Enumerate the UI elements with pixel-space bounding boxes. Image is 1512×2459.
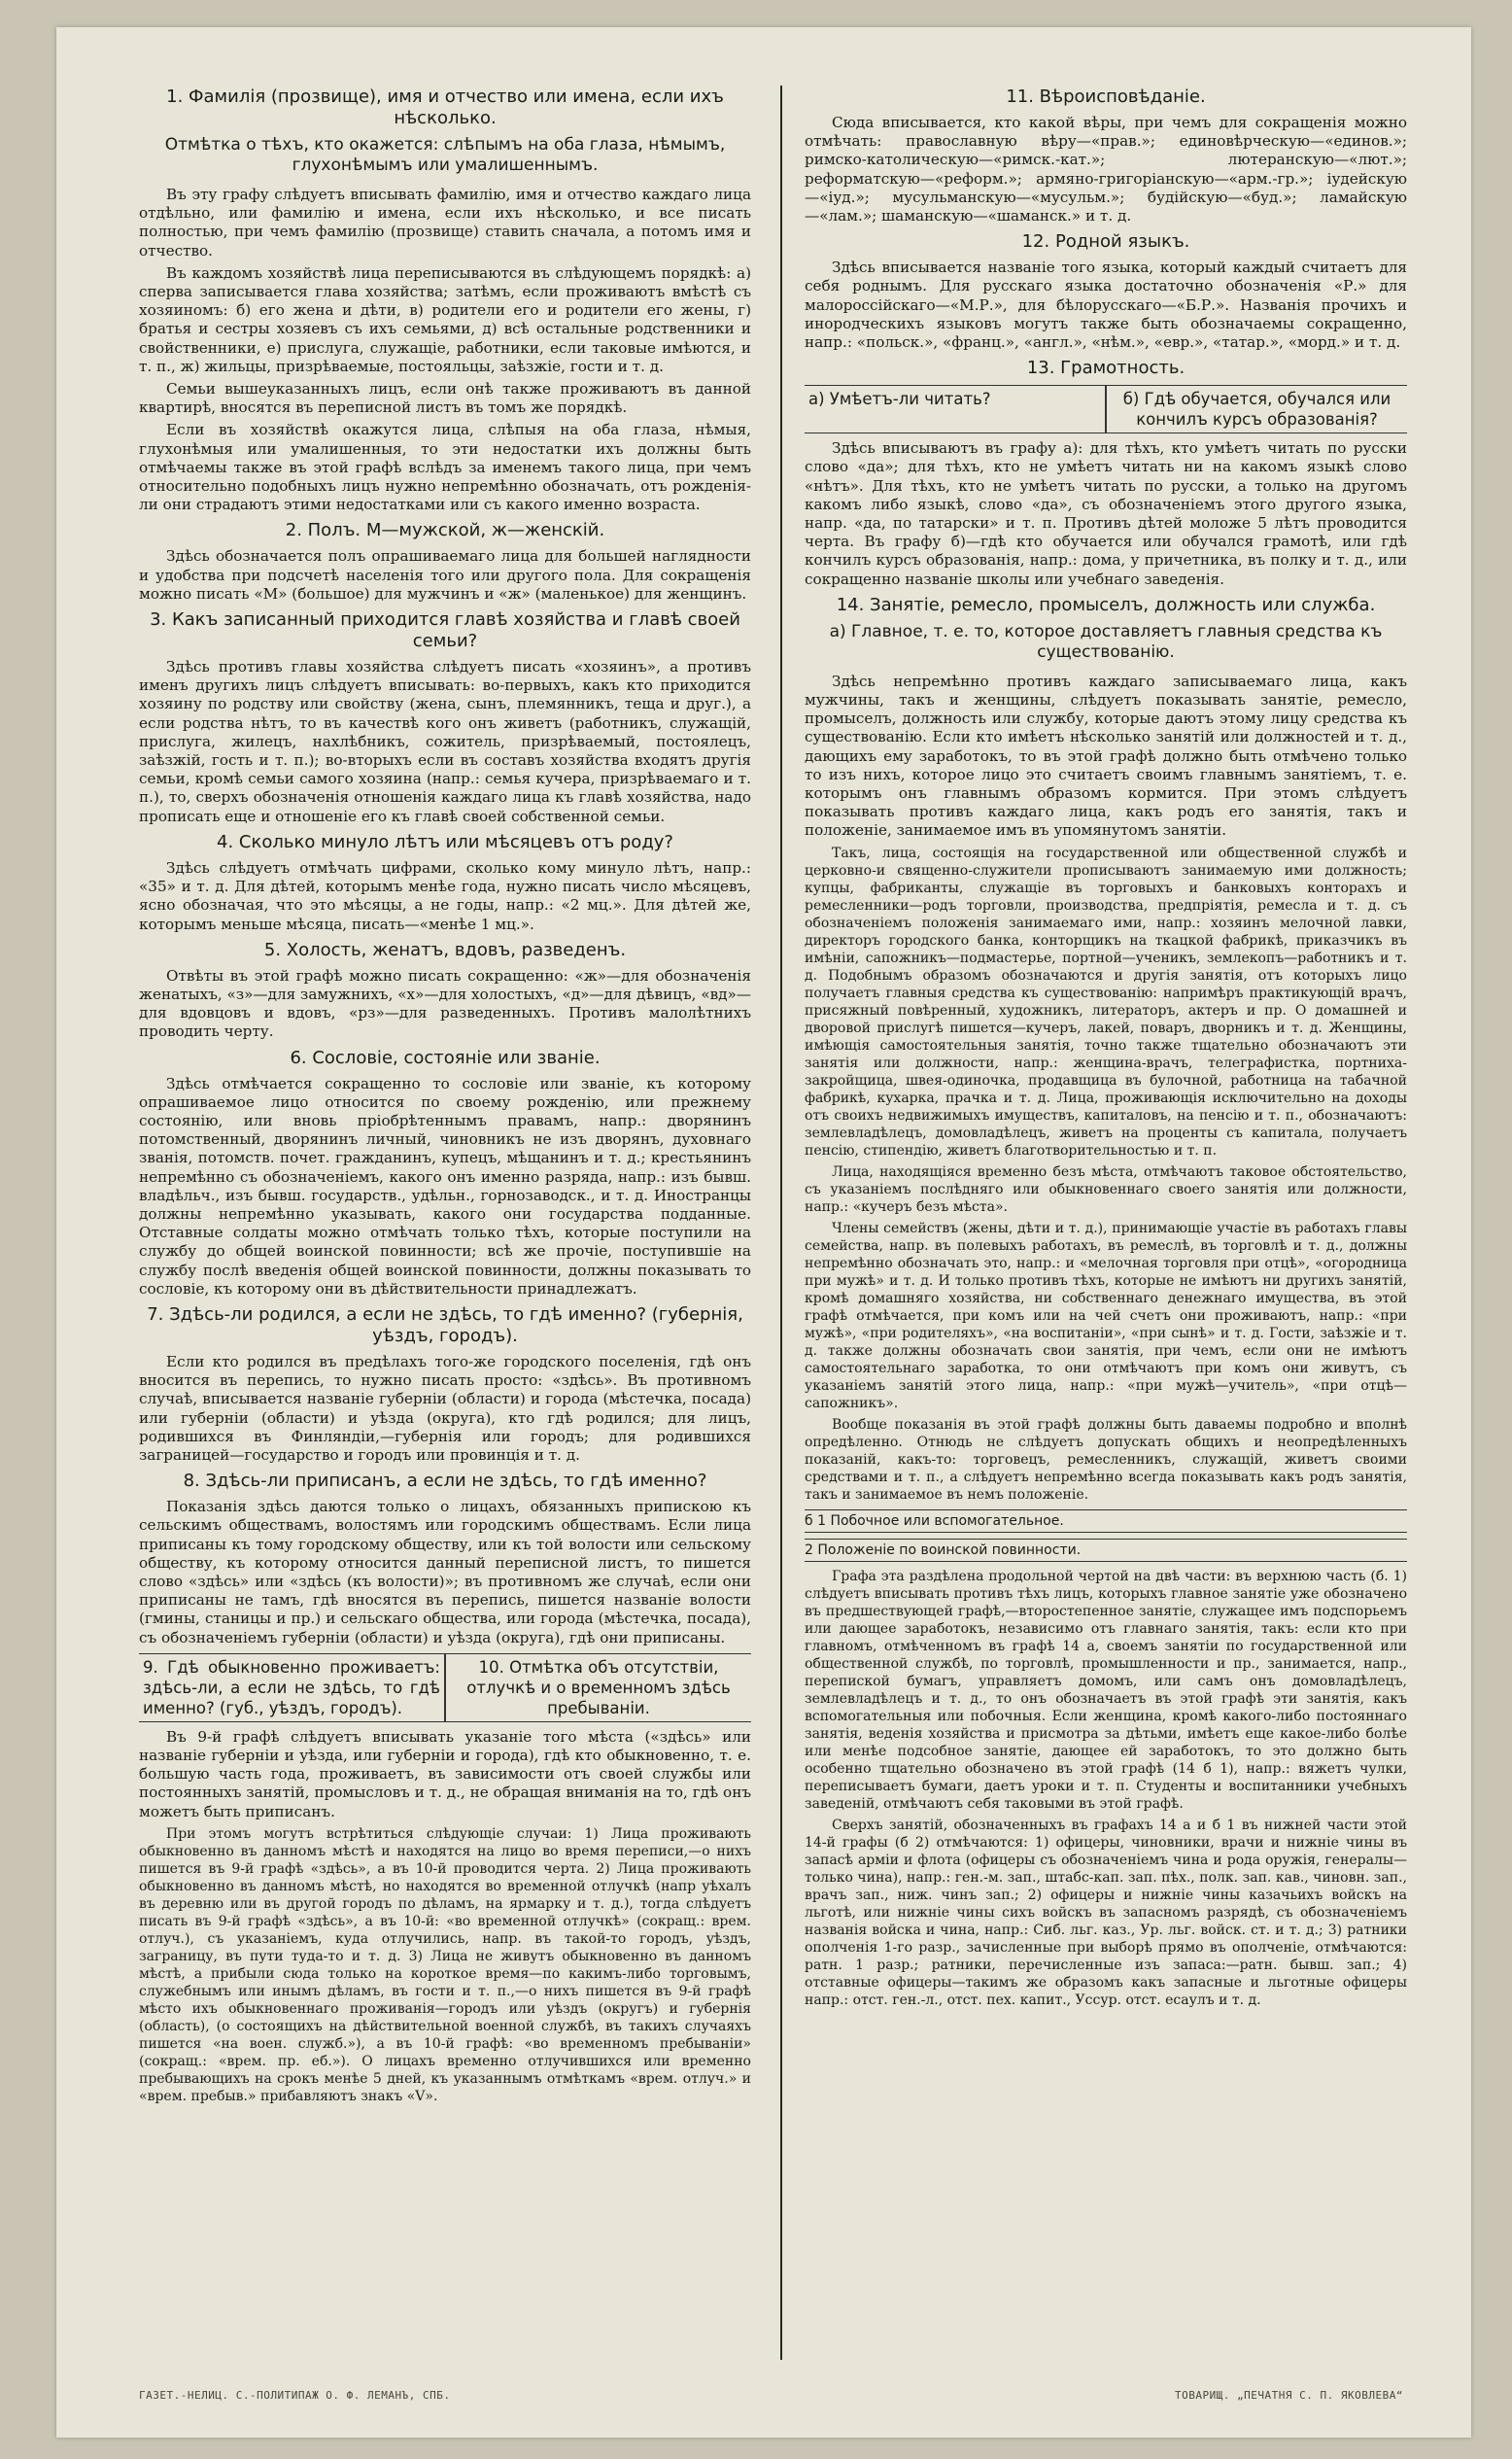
section-14-subtitle: а) Главное, т. е. то, которое доставляетъ главныя средства къ существованію.	[829, 621, 1383, 662]
section-1-paragraph: Въ эту графу слѣдуетъ вписывать фамилію, имя и отчество каждаго лица отдѣльно, или фамилію и имена, если ихъ нѣсколько, и все писать полностью, при чемъ фамилію (прозвище) ставить сначала, а потомъ имя и отчество.	[139, 186, 751, 260]
printer-imprint-right: ТОВАРИЩ. „ПЕЧАТНЯ С. П. ЯКОВЛЕВА“	[1174, 2389, 1403, 2402]
section-8-paragraph: Показанія здѣсь даются только о лицахъ, обязанныхъ припискою къ сельскимъ обществамъ, волостямъ или городскимъ обществамъ. Если лица приписаны къ тому городскому обществу, или къ той волости или сельскому обществу, къ которому относится данный переписной листъ, то пишется слово «здѣсь» или «здѣсь (къ волости)»; въ противномъ же случаѣ, если они приписаны не тамъ, гдѣ вносятся въ перепись, пишется названіе волости (гмины, станицы и пр.) и сельскаго общества, или города (мѣстечка, посада), съ обозначеніемъ губерніи (области) и уѣзда (округа), гдѣ они приписаны.	[139, 1498, 751, 1646]
section-8-title: 8. Здѣсь-ли приписанъ, а если не здѣсь, то гдѣ именно?	[183, 1471, 707, 1492]
section-1-paragraph: Если въ хозяйствѣ окажутся лица, слѣпыя на оба глаза, нѣмыя, глухонѣмыя или умалишенныя, то эти недостатки ихъ должны быть отмѣчаемы также въ этой графѣ вслѣдъ за именемъ такого лица, при чемъ относительно подобныхъ лицъ нужно непремѣнно обозначать, отъ рожденія-ли они страдаютъ этими недостатками или съ какого именно возраста.	[139, 421, 751, 514]
section-14b2-label: 2 Положеніе по воинской повинности.	[805, 1539, 1407, 1562]
section-7-title: 7. Здѣсь-ли родился, а если не здѣсь, то гдѣ именно? (губернія, уѣздъ, городъ).	[147, 1303, 743, 1346]
section-13-paragraph: Здѣсь вписываютъ въ графу а): для тѣхъ, кто умѣетъ читать по русски слово «да»; для тѣхъ, кто не умѣетъ читать ни на какомъ языкѣ слово «нѣтъ». Для тѣхъ, кто не умѣетъ читать по русски, а только на другомъ какомъ либо языкѣ, слово «да», съ обозначеніемъ этого другого языка, напр. «да, по татарски» и т. п. Противъ дѣтей моложе 5 лѣтъ проводится черта. Въ графу б)—гдѣ кто обучается или обучался грамотѣ, или гдѣ кончилъ курсъ образованія, напр.: дома, у причетника, въ полку и т. д., или сокращенно названіе школы или учебнаго заведенія.	[805, 439, 1407, 588]
section-13-subheader	[805, 385, 1407, 433]
section-14-paragraph: Такъ, лица, состоящія на государственной или общественной службѣ и церковно-и священно-служители прописываютъ занимаемую ими должность; купцы, фабриканты, служащіе въ торговыхъ и банковыхъ конторахъ и ремесленники—родъ торговли, производства, предпріятія, ремесла и т. д. съ обозначеніемъ положенія занимаемаго ими, напр.: хозяинъ мелочной лавки, директоръ городского банка, конторщикъ на ткацкой фабрикѣ, приказчикъ въ имѣніи, сапожникъ—подмастерье, портной—ученикъ, землекопъ—работникъ и т. д. Подобнымъ образомъ обозначаются и другія занятія, отъ которыхъ лицо получаетъ главныя средства къ существованію: напримѣръ практикующій врачъ, присяжный повѣренный, художникъ, литераторъ, актеръ и пр. О домашней и дворовой прислугѣ пишется—кучеръ, лакей, поваръ, дворникъ и т. д. Женщины, имѣющія самостоятельныя занятія, точно также тщательно обозначаютъ эти занятія или должности, напр.: женщина-врачъ, телеграфистка, портниха-закройщица, швея-одиночка, продавщица въ булочной, работница на табачной фабрикѣ, кухарка, прачка и т. д. Лица, проживающія исключительно на доходы отъ своихъ недвижимыхъ имуществъ, капиталовъ, на пенсію и т. п., обозначаютъ: землевладѣлецъ, домовладѣлецъ, живетъ на проценты съ капитала, получаетъ пенсію, стипендію, живетъ благотворительностью и т. п.	[805, 845, 1407, 1159]
section-13a-label: а) Умѣетъ-ли читать?	[808, 390, 991, 409]
printer-imprint-left: ГАЗЕТ.-НЕЛИЦ. С.-ПОЛИТИПАЖ О. Ф. ЛЕМАНЪ, СПБ.	[139, 2389, 451, 2402]
section-14-paragraph: Графа эта раздѣлена продольной чертой на двѣ части: въ верхнюю часть (б. 1) слѣдуетъ вписывать противъ тѣхъ лицъ, которыхъ главное занятіе уже обозначено въ предшествующей графѣ,—второстепенное занятіе, служащее имъ подспорьемъ или дающее заработокъ, независимо отъ главнаго занятія, такъ: если кто при главномъ, отмѣченномъ въ графѣ 14 а, своемъ занятіи по государственной или общественной службѣ, по торговлѣ, промышленности и пр., занимается, напр., перепиской бумагъ, управляетъ домомъ, или самъ онъ домовладѣлецъ, землевладѣлецъ и т. д., то онъ обозначаетъ въ этой графѣ эти занятія, какъ вспомогательныя или побочныя. Если женщина, кромѣ какого-либо постояннаго занятія, веденія хозяйства и присмотра за дѣтьми, имѣетъ еще какое-либо болѣе или менѣе подсобное занятіе, дающее ей заработокъ, то это должно быть особенно тщательно обозначено въ этой графѣ (14 б 1), напр.: вяжетъ чулки, переписываетъ бумаги, даетъ уроки и т. п. Студенты и воспитанники учебныхъ заведеній, отмѣчаютъ себя таковыми въ этой графѣ.	[805, 1568, 1407, 1812]
section-2-title: 2. Полъ. М—мужской, ж—женскій.	[285, 520, 605, 541]
section-12-title: 12. Родной языкъ.	[1021, 231, 1190, 253]
section-7-paragraph: Если кто родился въ предѣлахъ того-же городского поселенія, гдѣ онъ вносится въ перепись, то нужно писать просто: «здѣсь». Въ противномъ случаѣ, вписывается названіе губерніи (области) и города (мѣстечка, посада) или губерніи (области) и уѣзда (округа), кто гдѣ родился; для лицъ, родившихся въ Финляндіи,—губернія или городъ; для родившихся заграницей—государство и городъ или провинція и т. д.	[139, 1352, 751, 1464]
section-14b1-label: б 1 Побочное или вспомогательное.	[805, 1509, 1407, 1533]
section-6-title: 6. Сословіе, состояніе или званіе.	[290, 1047, 601, 1068]
sections-9-10-header	[139, 1653, 751, 1722]
section-11-paragraph: Сюда вписывается, кто какой вѣры, при чемъ для сокращенія можно отмѣчать: православную вѣру—«прав.»; единовѣрческую—«единов.»; римско-католическую—«римск.-кат.»; лютеранскую—«лют.»; реформатскую—«реформ.»; армяно-григоріанскую—«арм.-гр.»; іудейскую—«іуд.»; мусульманскую—«мусульм.»; будійскую—«буд.»; ламайскую—«лам.»; шаманскую—«шаманск.» и т. д.	[805, 114, 1407, 225]
section-13-title: 13. Грамотность.	[1026, 358, 1186, 379]
section-6-paragraph: Здѣсь отмѣчается сокращенно то сословіе или званіе, къ которому опрашиваемое лицо относится по своему рожденію, или прежнему состоянію, или вновь пріобрѣтеннымъ правамъ, напр.: дворянинъ потомственный, дворянинъ личный, чиновникъ не изъ дворянъ, духовнаго званія, потомств. почет. гражданинъ, купецъ, мѣщанинъ и т. д.; крестьянинъ непремѣнно съ обозначеніемъ, какого онъ именно разряда, напр.: изъ бывш. владѣльч., изъ бывш. государств., удѣльн., горнозаводск., и т. д. Иностранцы должны непремѣнно указывать, какого они государства подданные. Отставные солдаты можно отмѣчать только тѣхъ, которые поступили на службу до общей воинской повинности; всѣ же прочіе, поступившіе на службу послѣ введенія общей воинской повинности, должны показывать то сословіе, къ которому они въ дѣйствительности принадлежатъ.	[139, 1074, 751, 1298]
section-5-paragraph: Отвѣты въ этой графѣ можно писать сокращенно: «ж»—для обозначенія женатыхъ, «з»—для замужнихъ, «х»—для холостыхъ, «д»—для дѣвицъ, «вд»—для вдовцовъ и вдовъ, «рз»—для разведенныхъ. Противъ малолѣтнихъ проводить черту.	[139, 966, 751, 1041]
section-14-paragraph: Члены семействъ (жены, дѣти и т. д.), принимающіе участіе въ работахъ главы семейства, напр. въ полевыхъ работахъ, въ ремеслѣ, въ торговлѣ и т. д., должны непремѣнно обозначать это, напр.: и «мелочная торговля при отцѣ», «огородница при мужѣ» и т. д. И только противъ тѣхъ, которые не имѣютъ ни другихъ занятій, кромѣ домашняго хозяйства, ни собственнаго денежнаго имущества, въ этой графѣ отмѣчается, при комъ или на чей счетъ они проживаютъ, напр.: «при мужѣ», «при родителяхъ», «на воспитаніи», «при сынѣ» и т. д. Гости, заѣзжіе и т. д. также должны обозначать свои занятія, при чемъ, если они не имѣютъ самостоятельнаго заработка, то они отмѣчаютъ при комъ они живутъ, съ указаніемъ занятій этого лица, напр.: «при мужѣ—учитель», «при отцѣ—сапожникъ».	[805, 1220, 1407, 1411]
left-column	[139, 81, 751, 2109]
section-3-paragraph: Здѣсь противъ главы хозяйства слѣдуетъ писать «хозяинъ», а противъ именъ другихъ лицъ слѣдуетъ вписывать: во-первыхъ, какъ кто приходится хозяину по родству или свойству (жена, сынъ, племянникъ, теща и друг.), а если родства нѣтъ, то въ качествѣ кого онъ живетъ (работникъ, служащій, прислуга, жилецъ, нахлѣбникъ, сожитель, призрѣваемый, постоялецъ, заѣзжій, гость и т. п.); во-вторыхъ если въ составъ хозяйства входятъ другія семьи, кромѣ семьи самого хозяина (напр.: семья кучера, призрѣваемаго и т. п.), то, сверхъ обозначенія отношенія каждаго лица къ главѣ хозяйства, надо прописать еще и отношеніе его къ главѣ своей собственной семьи.	[139, 658, 751, 825]
section-9-title: 9. Гдѣ обыкновенно проживаетъ: здѣсь-ли, а если не здѣсь, то гдѣ именно? (губ., уѣздъ, городъ).	[143, 1657, 440, 1717]
section-1-paragraph: Семьи вышеуказанныхъ лицъ, если онѣ также проживаютъ въ данной квартирѣ, вносятся въ переписной листъ въ томъ же порядкѣ.	[139, 380, 751, 417]
section-5-title: 5. Холость, женатъ, вдовъ, разведенъ.	[263, 939, 627, 960]
census-instructions-sheet	[56, 27, 1471, 2438]
section-14-paragraph: Вообще показанія въ этой графѣ должны быть даваемы подробно и вполнѣ опредѣленно. Отнюдь не слѣдуетъ допускать общихъ и неопредѣленныхъ показаній, какъ-то: торговецъ, ремесленникъ, служащій, живетъ своими средствами и т. п., а слѣдуетъ непремѣнно всегда показывать какъ родъ занятія, такъ и занимаемое въ немъ положеніе.	[805, 1416, 1407, 1503]
section-9-paragraph: При этомъ могутъ встрѣтиться слѣдующіе случаи: 1) Лица проживають обыкновенно въ данномъ мѣстѣ и находятся на лицо во время переписи,—о нихъ пишется въ 9-й графѣ «здѣсь», а въ 10-й проводится черта. 2) Лица проживають обыкновенно въ данномъ мѣстѣ, но находятся во временной отлучкѣ (напр уѣхалъ въ деревню или въ другой городъ по дѣламъ, на ярмарку и т. д.), тогда слѣдуетъ писать въ 9-й графѣ «здѣсь», а въ 10-й: «во временной отлучкѣ» (сокращ.: врем. отлуч.), съ указаніемъ, куда отлучились, напр. въ такой-то городъ, уѣздъ, заграницу, въ пути туда-то и т. д. 3) Лица не живутъ обыкновенно въ данномъ мѣстѣ, а прибыли сюда только на короткое время—по какимъ-либо торговымъ, служебнымъ или инымъ дѣламъ, въ гости и т. п.,—о нихъ пишется въ 9-й графѣ мѣсто ихъ обыкновеннаго проживанія—городъ или уѣздъ (округъ) и губернія (область), (о состоящихъ на дѣйствительной военной службѣ, въ такихъ случаяхъ пишется «на воен. служб.»), а въ 10-й графѣ: «во временномъ пребываніи» (сокращ.: «врем. пр. еб.»). О лицахъ временно отлучившихся или временно пребывающихъ на срокъ менѣе 5 дней, къ указаннымъ отмѣткамъ «врем. отлуч.» и «врем. пребыв.» прибавляютъ знакъ «V».	[139, 1825, 751, 2104]
section-1-title: 1. Фамилія (прозвище), имя и отчество или имена, если ихъ нѣсколько.	[166, 87, 724, 128]
section-14-paragraph: Сверхъ занятій, обозначенныхъ въ графахъ 14 а и б 1 въ нижней части этой 14-й графы (б 2) отмѣчаются: 1) офицеры, чиновники, врачи и нижніе чины въ запасѣ арміи и флота (офицеры съ обозначеніемъ чина и рода оружія, генералы—только чина), напр.: ген.-м. зап., штабс-кап. зап. пѣх., полк. зап. кав., чиновн. зап., врачъ зап., ниж. чинъ зап.; 2) офицеры и нижніе чины казачьихъ войскъ на льготѣ, или нижніе чины сихъ войскъ въ запасномъ разрядѣ, съ обозначеніемъ названія войска и чина, напр.: Сиб. льг. каз., Ур. льг. войск. ст. и т. д.; 3) ратники ополченія 1-го разр., зачисленные при выборѣ прямо въ ополченіе, отмѣчаются: ратн. 1 разр.; ратники, перечисленные изъ запаса:—ратн. бывш. зап.; 4) отставные офицеры—такимъ же образомъ какъ запасные и льготные офицеры напр.: отст. ген.-л., отст. пех. капит., Уссур. отст. есаулъ и т. д.	[805, 1817, 1407, 2008]
section-3-title: 3. Какъ записанный приходится главѣ хозяйства и главѣ своей семьи?	[150, 609, 740, 652]
section-10-title: 10. Отмѣтка объ отсутствіи, отлучкѣ и о временномъ здѣсь пребываніи.	[444, 1654, 751, 1721]
section-14-paragraph: Лица, находящіяся временно безъ мѣста, отмѣчаютъ таковое обстоятельство, съ указаніемъ послѣдняго или обыкновеннаго своего занятія или должности, напр.: «кучеръ безъ мѣста».	[805, 1163, 1407, 1215]
section-1-paragraph: Въ каждомъ хозяйствѣ лица переписываются въ слѣдующемъ порядкѣ: а) сперва записывается глава хозяйства; затѣмъ, если проживаютъ вмѣстѣ съ хозяиномъ: б) его жена и дѣти, в) родители его и родители его жены, г) братья и сестры хозяевъ съ ихъ семьями, д) всѣ остальные родственники и свойственники, е) прислуга, служащіе, работники, если таковые имѣются, и т. п., ж) жильцы, призрѣваемые, постояльцы, заѣзжіе, гости и т. д.	[139, 263, 751, 375]
section-13b-label: б) Гдѣ обучается, обучался или кончилъ курсъ образованія?	[1105, 386, 1407, 433]
section-9-paragraph: Въ 9-й графѣ слѣдуетъ вписывать указаніе того мѣста («здѣсь» или названіе губерніи и уѣзда, или губерніи и города), гдѣ кто обыкновенно, т. е. большую часть года, проживаетъ, въ зависимости отъ своей службы или постоянныхъ занятій, промысловъ и т. д., не обращая вниманія на то, гдѣ онъ можетъ быть приписанъ.	[139, 1727, 751, 1820]
section-4-paragraph: Здѣсь слѣдуетъ отмѣчать цифрами, сколько кому минуло лѣтъ, напр.: «35» и т. д. Для дѣтей, которымъ менѣе года, нужно писать число мѣсяцевъ, ясно обозначая, что это мѣсяцы, а не годы, напр.: «2 мц.». Для дѣтей же, которымъ меньше мѣсяца, писать—«менѣе 1 мц.».	[139, 858, 751, 933]
column-divider	[780, 86, 782, 2360]
section-11-title: 11. Вѣроисповѣданіе.	[1006, 87, 1206, 107]
section-12-paragraph: Здѣсь вписывается названіе того языка, который каждый считаетъ для себя роднымъ. Для русскаго языка достаточно обозначенія «Р.» для малороссійскаго—«М.Р.», для бѣлорусскаго—«Б.Р.». Названія прочихъ и инородческихъ языковъ могутъ также быть обозначаемы сокращенно, напр.: «польск.», «франц.», «англ.», «нѣм.», «евр.», «татар.», «морд.» и т. д.	[805, 259, 1407, 352]
section-4-title: 4. Сколько минуло лѣтъ или мѣсяцевъ отъ роду?	[217, 831, 673, 852]
section-1-subtitle: Отмѣтка о тѣхъ, кто окажется: слѣпымъ на оба глаза, нѣмымъ, глухонѣмымъ или умалишеннымъ.	[164, 135, 726, 175]
section-2-paragraph: Здѣсь обозначается полъ опрашиваемаго лица для большей наглядности и удобства при подсчетѣ населенія того или другого пола. Для сокращенія можно писать «М» (большое) для мужчинъ и «ж» (маленькое) для женщинъ.	[139, 547, 751, 603]
right-column	[805, 81, 1407, 2013]
section-14-paragraph: Здѣсь непремѣнно противъ каждаго записываемаго лица, какъ мужчины, такъ и женщины, слѣдуетъ показывать занятіе, ремесло, промыселъ, должность или службу, которые даютъ этому лицу средства къ существованію. Если кто имѣетъ нѣсколько занятій или должностей и т. д., дающихъ ему заработокъ, то въ этой графѣ должно быть отмѣчено только то изъ нихъ, которое лицо это считаетъ своимъ главнымъ занятіемъ, т. е. которымъ онъ главнымъ образомъ кормится. При этомъ слѣдуетъ показывать противъ каждаго лица, какъ родъ его занятія, такъ и положеніе, занимаемое имъ въ упомянутомъ занятіи.	[805, 672, 1407, 840]
section-14-title: 14. Занятіе, ремесло, промыселъ, должность или служба.	[836, 594, 1376, 615]
